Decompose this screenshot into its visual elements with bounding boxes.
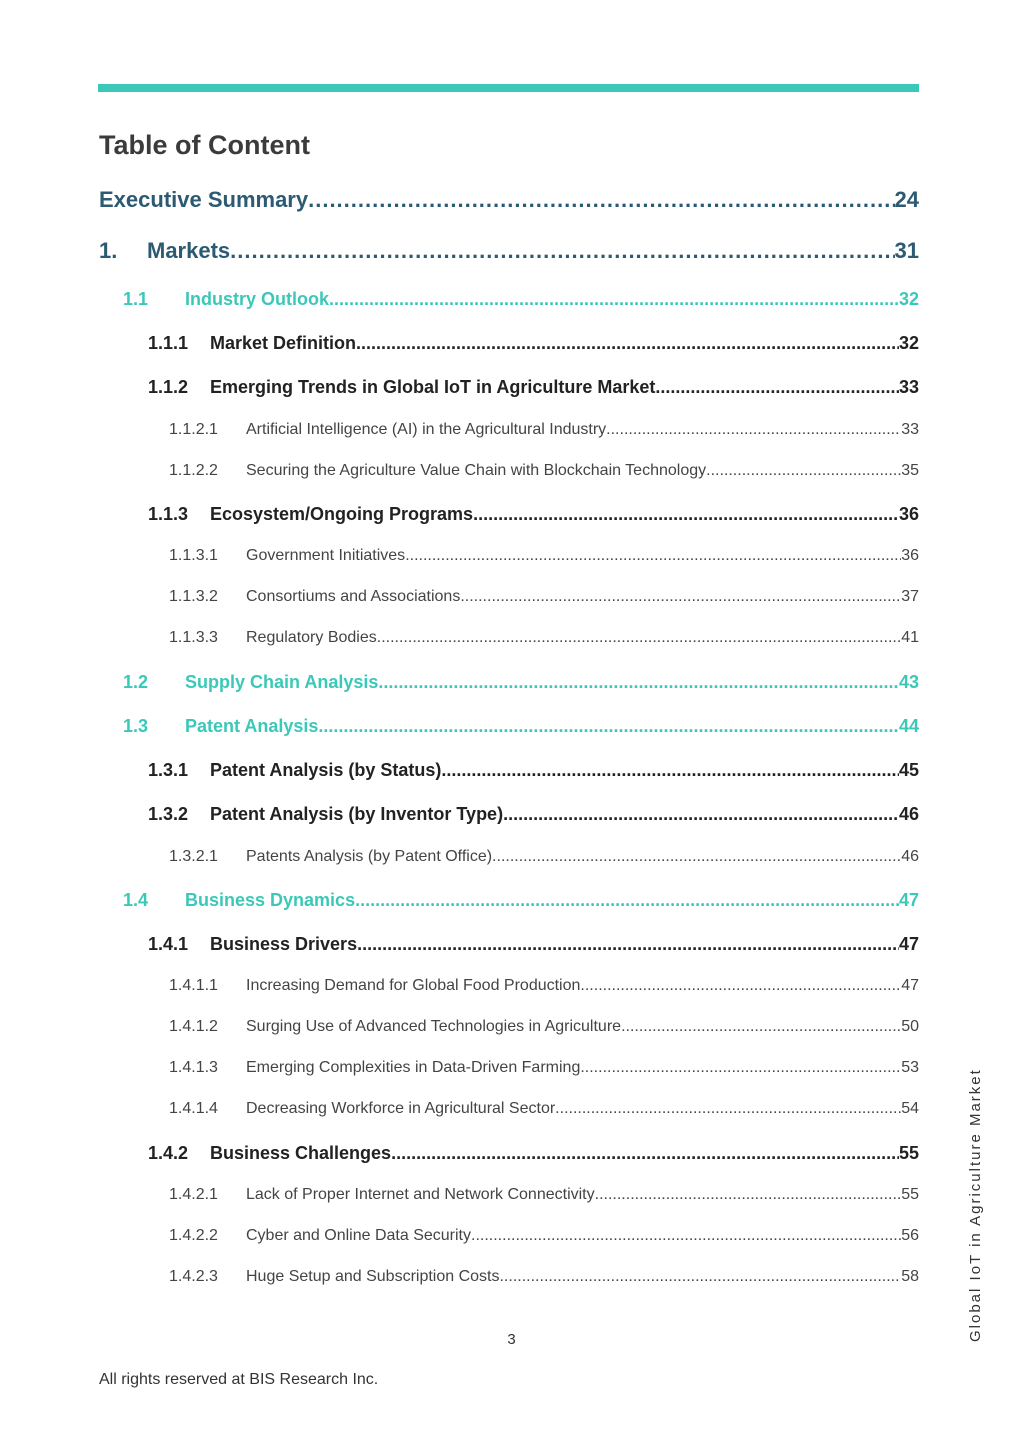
toc-entry[interactable]	[169, 848, 919, 866]
toc-leader-dots	[499, 1268, 901, 1286]
toc-entry[interactable]	[169, 1227, 919, 1245]
toc-leader-dots	[357, 934, 899, 955]
toc-entry-page: 46	[898, 804, 919, 824]
toc-entry-label: Increasing Demand for Global Food Production	[246, 977, 581, 994]
toc-entry-page: 33	[898, 377, 919, 397]
toc-entry-page: 41	[901, 629, 919, 646]
toc-leader-dots	[503, 804, 899, 825]
toc-entry-label: Patent Analysis (by Status)	[210, 760, 442, 780]
toc-entry-page: 47	[901, 977, 919, 994]
toc-entry-number: 1.1.2.1	[169, 421, 218, 438]
toc-entry-page: 36	[898, 504, 919, 524]
toc-leader-dots	[606, 421, 901, 439]
toc-entry-number: 1.2	[123, 672, 149, 692]
toc-leader-dots	[492, 848, 901, 866]
toc-entry-label: Executive Summary	[99, 187, 309, 212]
side-running-title: Global IoT in Agriculture Market	[967, 1068, 984, 1342]
toc-entry-number: 1.4.1.2	[169, 1018, 218, 1035]
toc-leader-dots	[377, 629, 901, 647]
toc-entry[interactable]	[148, 504, 919, 525]
toc-entry[interactable]	[148, 377, 919, 398]
toc-entry-executive-summary[interactable]	[99, 187, 919, 213]
toc-entry[interactable]	[169, 1186, 919, 1204]
toc-leader-dots	[230, 238, 894, 264]
toc-entry-label: Patent Analysis (by Inventor Type)	[210, 804, 504, 824]
toc-entry-page: 58	[901, 1268, 919, 1285]
toc-entry-page: 46	[901, 848, 919, 865]
toc-entry-number: 1.1	[123, 289, 149, 309]
toc-entry[interactable]	[169, 1100, 919, 1118]
toc-entry-number: 1.4.2.3	[169, 1268, 218, 1285]
toc-leader-dots	[706, 462, 901, 480]
toc-entry-number: 1.4.1.3	[169, 1059, 218, 1076]
toc-entry-page: 47	[898, 934, 919, 954]
copyright-notice: All rights reserved at BIS Research Inc.	[99, 1371, 379, 1388]
toc-entry-page: 56	[901, 1227, 919, 1244]
toc-leader-dots	[405, 547, 901, 565]
toc-leader-dots	[580, 1059, 901, 1077]
toc-entry[interactable]	[148, 760, 919, 781]
toc-entry-label: Business Challenges	[210, 1143, 392, 1163]
top-accent-bar	[98, 84, 919, 92]
toc-entry-number: 1.1.1	[148, 333, 189, 353]
toc-entry-number: 1.1.2	[148, 377, 189, 397]
toc-entry[interactable]	[169, 1018, 919, 1036]
toc-entry-page: 32	[898, 333, 919, 353]
toc-entry-number: 1.4.1.4	[169, 1100, 218, 1117]
toc-entry-number: 1.1.3.1	[169, 547, 218, 564]
toc-leader-dots	[356, 333, 899, 354]
toc-entry-page: 55	[898, 1143, 919, 1163]
toc-entry[interactable]	[169, 421, 919, 439]
toc-entry-label: Artificial Intelligence (AI) in the Agricultural Industry	[246, 421, 607, 438]
toc-leader-dots	[471, 1227, 901, 1245]
toc-leader-dots	[355, 890, 899, 911]
toc-entry[interactable]	[123, 672, 919, 693]
toc-leader-dots	[621, 1018, 901, 1036]
toc-entry[interactable]	[123, 716, 919, 737]
toc-entry[interactable]	[169, 1268, 919, 1286]
toc-entry-page: 43	[898, 672, 919, 692]
toc-leader-dots	[460, 588, 901, 606]
toc-entry-label: Huge Setup and Subscription Costs	[246, 1268, 500, 1285]
toc-entry-number: 1.3	[123, 716, 149, 736]
toc-entry-page: 50	[901, 1018, 919, 1035]
toc-entry-number: 1.4.2.1	[169, 1186, 218, 1203]
toc-entry[interactable]	[169, 1059, 919, 1077]
toc-entry-label: Business Drivers	[210, 934, 358, 954]
toc-entry[interactable]	[148, 934, 919, 955]
toc-entry-label: Consortiums and Associations	[246, 588, 461, 605]
toc-leader-dots	[378, 672, 899, 693]
toc-entry-label: Emerging Complexities in Data-Driven Farming	[246, 1059, 581, 1076]
toc-entry-number: 1.4.2	[148, 1143, 189, 1163]
toc-entry-label: Patent Analysis	[185, 716, 319, 736]
toc-entry[interactable]	[123, 890, 919, 911]
toc-entry[interactable]	[148, 333, 919, 354]
toc-entry[interactable]	[123, 289, 919, 310]
toc-entry-number: 1.4.1.1	[169, 977, 218, 994]
toc-entry[interactable]	[148, 804, 919, 825]
toc-entry-label: Market Definition	[210, 333, 357, 353]
toc-entry-number: 1.1.3.2	[169, 588, 218, 605]
toc-entry-page: 36	[901, 547, 919, 564]
toc-entry-label: Regulatory Bodies	[246, 629, 377, 646]
toc-entry-label: Lack of Proper Internet and Network Connectivity	[246, 1186, 595, 1203]
toc-entry-page: 33	[901, 421, 919, 438]
toc-entry-number: 1.3.2.1	[169, 848, 218, 865]
toc-entry-page: 54	[901, 1100, 919, 1117]
toc-entry-number: 1.	[99, 238, 118, 263]
toc-entry[interactable]	[169, 588, 919, 606]
toc-entry-page: 55	[901, 1186, 919, 1203]
toc-entry-page: 44	[898, 716, 919, 736]
toc-entry-label: Government Initiatives	[246, 547, 406, 564]
toc-entry-page: 45	[898, 760, 919, 780]
toc-entry-number: 1.4.2.2	[169, 1227, 218, 1244]
toc-entry[interactable]	[169, 629, 919, 647]
toc-leader-dots	[580, 977, 901, 995]
toc-entry-number: 1.3.2	[148, 804, 189, 824]
toc-leader-dots	[441, 760, 899, 781]
toc-entry-page: 37	[901, 588, 919, 605]
toc-leader-dots	[473, 504, 899, 525]
toc-entry-page: 24	[894, 187, 919, 212]
toc-entry[interactable]	[148, 1143, 919, 1164]
toc-entry-label: Surging Use of Advanced Technologies in Agriculture	[246, 1018, 622, 1035]
toc-entry-markets[interactable]	[99, 238, 919, 264]
page-number: 3	[507, 1331, 516, 1348]
toc-leader-dots	[391, 1143, 899, 1164]
toc-entry-page: 53	[901, 1059, 919, 1076]
toc-entry-number: 1.1.2.2	[169, 462, 218, 479]
toc-entry-number: 1.4	[123, 890, 149, 910]
toc-entry-label: Emerging Trends in Global IoT in Agriculture Market	[210, 377, 656, 397]
toc-entry-number: 1.4.1	[148, 934, 189, 954]
toc-leader-dots	[308, 187, 894, 213]
toc-entry[interactable]	[169, 977, 919, 995]
toc-entry-label: Business Dynamics	[185, 890, 356, 910]
toc-entry-label: Cyber and Online Data Security	[246, 1227, 471, 1244]
toc-leader-dots	[655, 377, 899, 398]
toc-entry-label: Supply Chain Analysis	[185, 672, 379, 692]
toc-entry-page: 32	[898, 289, 919, 309]
toc-entry-number: 1.3.1	[148, 760, 189, 780]
toc-entry-page: 31	[894, 238, 919, 263]
toc-leader-dots	[555, 1100, 901, 1118]
toc-entry[interactable]	[169, 547, 919, 565]
toc-entry-label: Patents Analysis (by Patent Office)	[246, 848, 493, 865]
toc-entry-label: Decreasing Workforce in Agricultural Sector	[246, 1100, 556, 1117]
toc-entry-label: Industry Outlook	[185, 289, 329, 309]
toc-entry-number: 1.1.3	[148, 504, 189, 524]
toc-entry-number: 1.1.3.3	[169, 629, 218, 646]
toc-leader-dots	[318, 716, 899, 737]
toc-leader-dots	[329, 289, 899, 310]
toc-entry-label: Ecosystem/Ongoing Programs	[210, 504, 474, 524]
toc-entry[interactable]	[169, 462, 919, 480]
toc-leader-dots	[595, 1186, 902, 1204]
toc-entry-page: 35	[901, 462, 919, 479]
toc-entry-label: Markets	[147, 238, 231, 263]
page-title: Table of Content	[99, 130, 310, 160]
toc-entry-label: Securing the Agriculture Value Chain with Blockchain Technology	[246, 462, 707, 479]
toc-entry-page: 47	[898, 890, 919, 910]
